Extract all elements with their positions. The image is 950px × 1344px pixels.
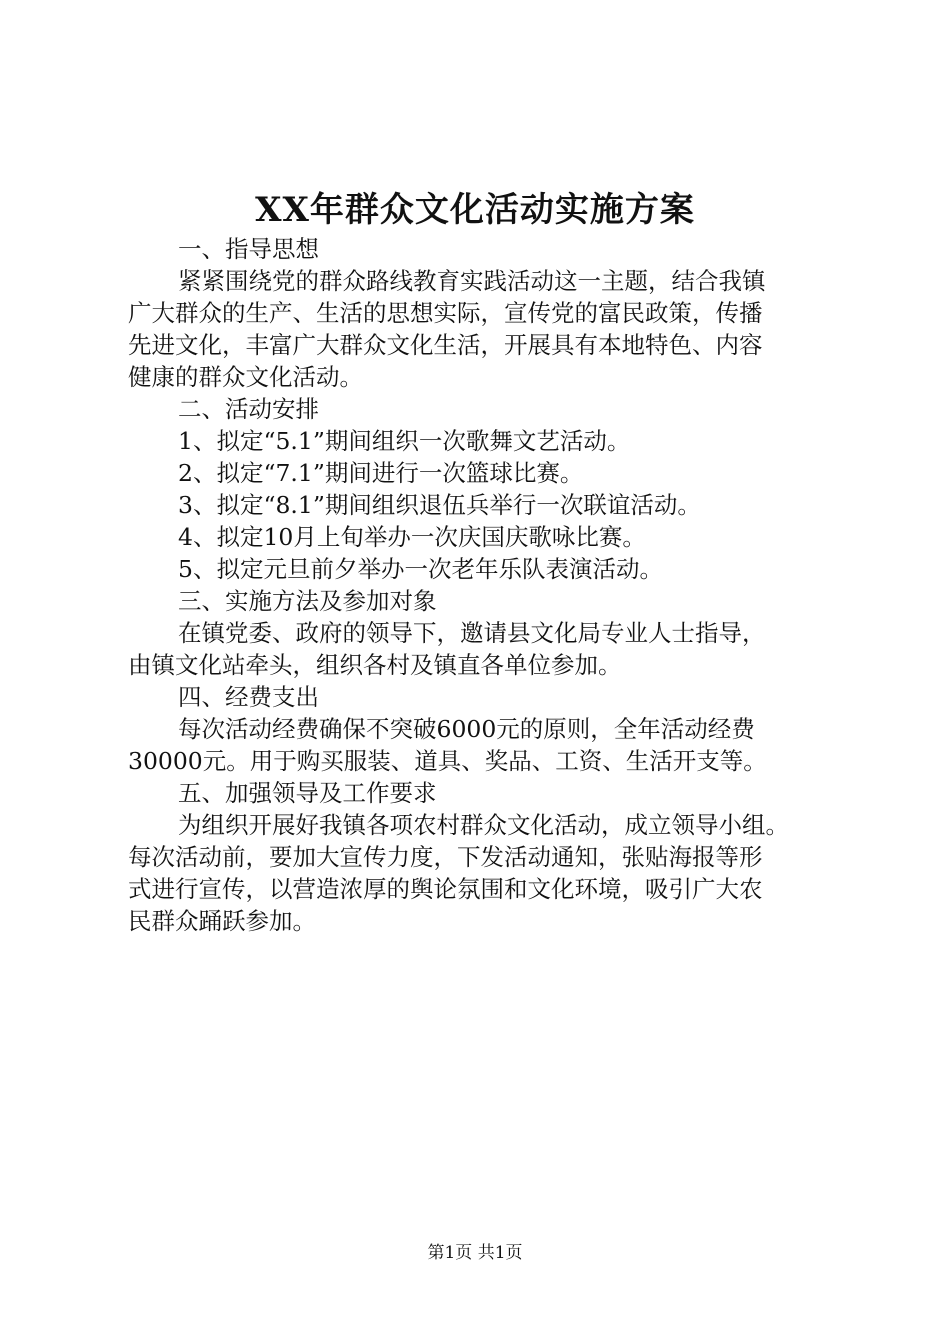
page-number-footer: 第1页 共1页 bbox=[427, 1243, 523, 1263]
section-heading-leadership: 五、加强领导及工作要求 bbox=[178, 779, 437, 807]
section-heading-funding: 四、经费支出 bbox=[178, 683, 319, 711]
section-heading-guiding-ideology: 一、指导思想 bbox=[178, 235, 319, 263]
list-item: 4、拟定10月上旬举办一次庆国庆歌咏比赛。 bbox=[178, 523, 646, 551]
paragraph-line: 为组织开展好我镇各项农村群众文化活动，成立领导小组。 bbox=[178, 811, 789, 839]
paragraph-line: 由镇文化站牵头，组织各村及镇直各单位参加。 bbox=[128, 651, 622, 679]
section-heading-implementation: 三、实施方法及参加对象 bbox=[178, 587, 437, 615]
paragraph-line: 先进文化，丰富广大群众文化生活，开展具有本地特色、内容 bbox=[128, 331, 763, 359]
document-body bbox=[128, 233, 840, 937]
list-item: 3、拟定“8.1”期间组织退伍兵举行一次联谊活动。 bbox=[178, 491, 701, 519]
list-item: 2、拟定“7.1”期间进行一次篮球比赛。 bbox=[178, 459, 584, 487]
list-item: 5、拟定元旦前夕举办一次老年乐队表演活动。 bbox=[178, 555, 663, 583]
paragraph-line: 在镇党委、政府的领导下，邀请县文化局专业人士指导， bbox=[178, 619, 766, 647]
paragraph-line: 健康的群众文化活动。 bbox=[128, 363, 363, 391]
paragraph-line: 广大群众的生产、生活的思想实际，宣传党的富民政策，传播 bbox=[128, 299, 763, 327]
paragraph-line: 式进行宣传，以营造浓厚的舆论氛围和文化环境，吸引广大农 bbox=[128, 875, 763, 903]
document-title: XX年群众文化活动实施方案 bbox=[255, 190, 695, 230]
paragraph-line: 紧紧围绕党的群众路线教育实践活动这一主题，结合我镇 bbox=[178, 267, 766, 295]
paragraph-line: 每次活动前，要加大宣传力度，下发活动通知，张贴海报等形 bbox=[128, 843, 763, 871]
list-item: 1、拟定“5.1”期间组织一次歌舞文艺活动。 bbox=[178, 427, 631, 455]
section-heading-activity-schedule: 二、活动安排 bbox=[178, 395, 319, 423]
paragraph-line: 每次活动经费确保不突破6000元的原则，全年活动经费 bbox=[178, 715, 755, 743]
paragraph-line: 民群众踊跃参加。 bbox=[128, 907, 316, 935]
paragraph-line: 30000元。用于购买服装、道具、奖品、工资、生活开支等。 bbox=[128, 747, 767, 775]
